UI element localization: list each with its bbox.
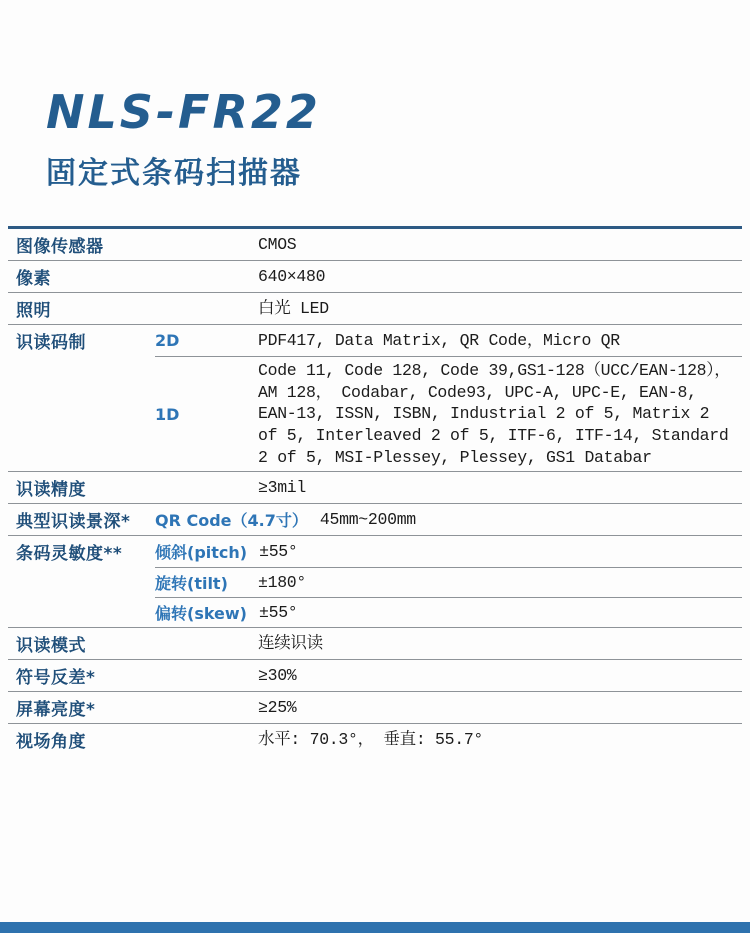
spec-row [8, 260, 742, 292]
spec-row [8, 503, 742, 535]
spec-value: Code 11, Code 128, Code 39,GS1-128（UCC/EAN-128），AM 128， Codabar, Code93, UPC-A, UPC-E, EAN-8, EAN-13, ISSN, ISBN, Industrial 2 of 5, Matrix 2 of 5, Interleaved 2 of 5, ITF-6, ITF-14, Standard 2 of 5, MSI-Plessey, Plessey, GS1 Databar [258, 361, 731, 467]
spec-label: 识读精度 [16, 480, 86, 501]
spec-value: ±55° [259, 541, 298, 561]
spec-row-content [155, 567, 742, 597]
spec-row-content [155, 472, 742, 503]
footer-bar [0, 922, 750, 933]
spec-table [8, 226, 742, 755]
spec-row-content [155, 536, 742, 567]
spec-value: ±180° [258, 572, 307, 592]
spec-value: ≥25% [258, 697, 297, 717]
spec-sublabel: 2D [155, 331, 180, 351]
spec-label: 照明 [16, 301, 51, 322]
spec-row-content [155, 261, 742, 292]
spec-value: 白光 LED [258, 299, 329, 318]
spec-label [8, 597, 155, 627]
spec-value: ±55° [259, 602, 298, 622]
spec-value: 640×480 [258, 267, 326, 286]
spec-row [8, 356, 742, 471]
spec-row-content [155, 293, 742, 324]
spec-sublabel [155, 229, 258, 260]
header [0, 0, 750, 192]
spec-row-content [155, 628, 742, 659]
spec-label: 屏幕亮度* [16, 700, 96, 721]
spec-row-content [155, 356, 742, 471]
spec-value: 水平: 70.3°， 垂直: 55.7° [258, 729, 484, 749]
spec-sublabel [155, 628, 258, 659]
spec-value: 连续识读 [258, 633, 323, 653]
spec-sublabel [155, 724, 258, 755]
spec-sublabel: 偏转(skew) [155, 604, 247, 624]
spec-row-content [155, 504, 742, 535]
spec-row-content [155, 325, 742, 356]
spec-value: CMOS [258, 235, 297, 254]
spec-sublabel [155, 293, 258, 324]
spec-label: 识读码制 [16, 333, 86, 354]
spec-sublabel: QR Code（4.7寸） [155, 511, 308, 531]
spec-value: ≥30% [258, 665, 297, 685]
spec-label: 典型识读景深* [16, 512, 131, 533]
spec-label: 条码灵敏度** [16, 544, 123, 565]
spec-row-content [155, 692, 742, 723]
spec-row-content [155, 660, 742, 691]
spec-label: 视场角度 [16, 732, 86, 753]
spec-row [8, 471, 742, 503]
spec-label: 识读模式 [16, 636, 86, 657]
spec-sublabel [155, 472, 258, 503]
spec-value: PDF417, Data Matrix, QR Code，Micro QR [258, 331, 620, 350]
spec-row [8, 723, 742, 755]
spec-row [8, 535, 742, 567]
spec-row [8, 659, 742, 691]
spec-row [8, 292, 742, 324]
spec-row [8, 597, 742, 627]
spec-value: 45mm~200mm [319, 509, 416, 529]
spec-sublabel: 旋转(tilt) [155, 574, 228, 594]
spec-sublabel [155, 660, 258, 691]
spec-row-content [155, 229, 742, 260]
spec-label [8, 356, 155, 471]
spec-sublabel [155, 261, 258, 292]
spec-row [8, 567, 742, 597]
spec-row-content [155, 597, 742, 627]
spec-value: ≥3mil [258, 477, 307, 497]
spec-row [8, 226, 742, 260]
spec-sublabel: 1D [155, 404, 180, 424]
product-subtitle: 固定式条码扫描器 [46, 156, 302, 192]
spec-row [8, 627, 742, 659]
spec-label [8, 567, 155, 597]
spec-row [8, 691, 742, 723]
spec-sublabel: 倾斜(pitch) [155, 543, 248, 563]
spec-label: 像素 [16, 269, 51, 290]
product-model-title: NLS-FR22 [46, 85, 321, 139]
spec-label: 图像传感器 [16, 237, 104, 258]
spec-row [8, 324, 742, 356]
spec-row-content [155, 724, 742, 755]
spec-sublabel [155, 692, 258, 723]
spec-label: 符号反差* [16, 668, 96, 689]
